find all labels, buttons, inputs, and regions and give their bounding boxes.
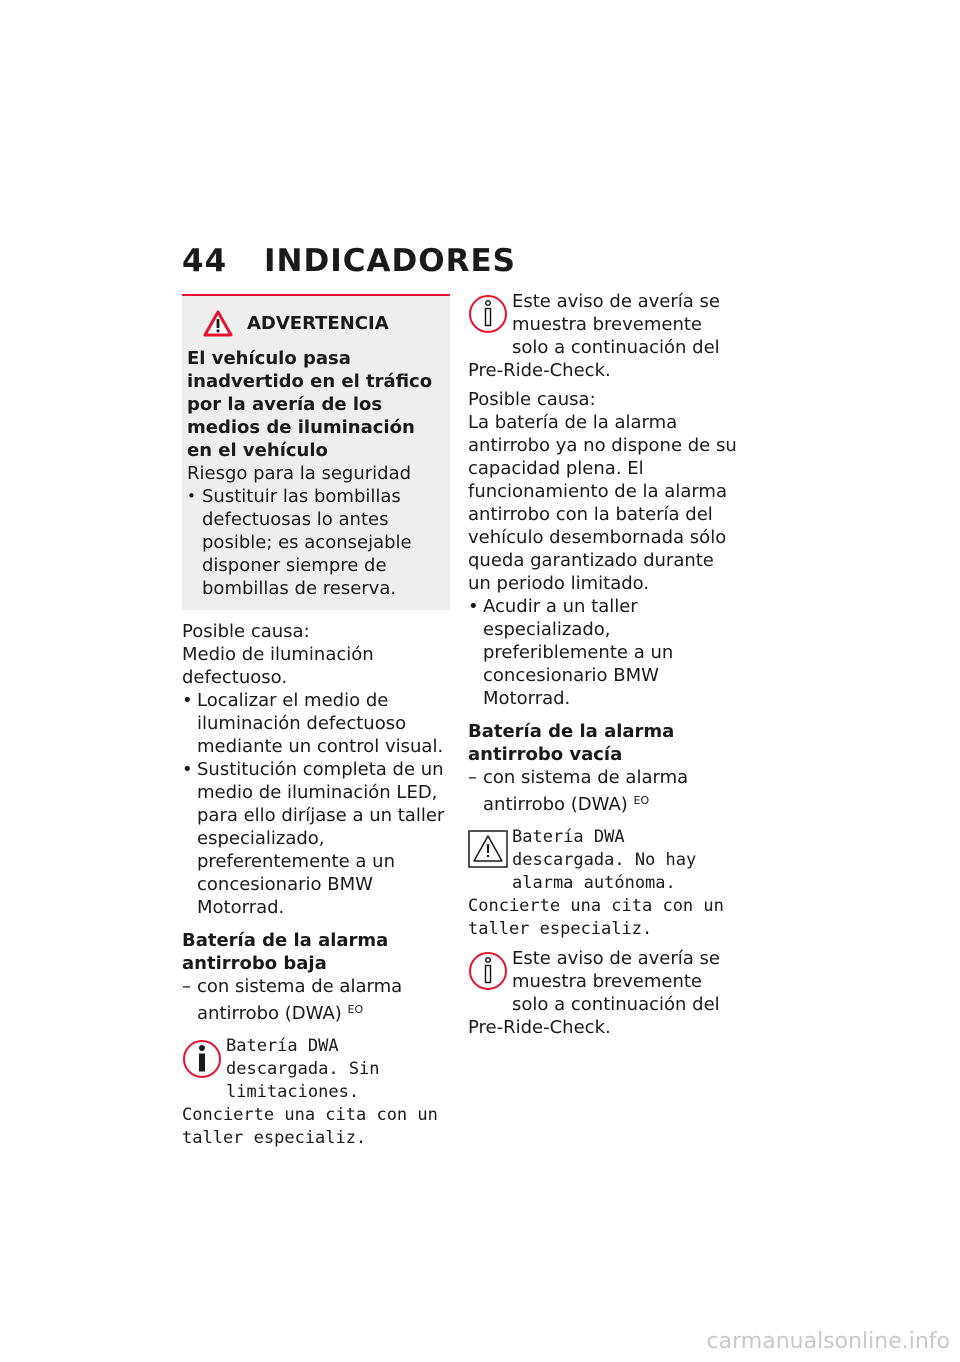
warning-heading: El vehículo pasa inadvertido en el tráfico por la avería de los medios de iluminación en el vehículo [187,348,433,461]
info-note-block [468,947,740,1039]
list-item: • Acudir a un taller especializado, preferiblemente a un concesionario BMW Motorrad. [468,595,740,710]
equipment-note [182,975,450,1025]
section-title: INDICADORES [264,243,516,279]
info-icon [468,291,508,337]
display-message-block [182,1035,450,1150]
equipment-text: con sistema de alarma antirrobo (DWA) [197,976,403,1024]
display-message: Batería DWA descargada. Sin limitaciones. Concierte una cita con un taller especializ. [182,1036,438,1148]
list-item: • Sustituir las bombillas defectuosas lo antes posible; es aconsejable disponer siempre de bombillas de reserva. [187,485,445,600]
section-heading: Batería de la alarma antirrobo baja [182,930,389,974]
equipment-code: EO [633,794,650,807]
cause-text: Medio de iluminación defectuoso. [182,644,374,688]
display-message-block [468,826,740,941]
warning-risk: Riesgo para la seguridad [187,463,412,484]
warning-title-row [203,310,445,337]
watermark: carmanualsonline.info [706,1329,950,1354]
warning-title: ADVERTENCIA [247,313,389,334]
cause-label: Posible causa: [468,389,596,410]
equipment-note [468,766,740,816]
left-column [182,294,450,1150]
list-item: • Localizar el medio de iluminación defectuoso mediante un control visual. [182,689,450,758]
warning-bullet-list [187,485,445,600]
display-message: Batería DWA descargada. No hay alarma autónoma. Concierte una cita con un taller especializ. [468,827,724,939]
cause-label: Posible causa: [182,621,310,642]
action-bullet-list [182,689,450,919]
equipment-code: EO [347,1003,364,1016]
info-note: Este aviso de avería se muestra brevemente solo a continuación del Pre-Ride-Check. [468,291,720,381]
equipment-text: con sistema de alarma antirrobo (DWA) [483,767,689,815]
action-bullet-list [468,595,740,710]
info-icon [468,948,508,994]
warning-triangle-icon [203,310,233,337]
warning-box [182,294,450,610]
cause-text: La batería de la alarma antirrobo ya no dispone de su capacidad plena. El funcionamiento de la alarma antirrobo con la batería del vehículo desembornada sólo queda garantizado durante un periodo limitado. [468,412,737,594]
section-heading: Batería de la alarma antirrobo vacía [468,721,675,765]
info-icon [182,1036,222,1082]
page-number: 44 [182,243,228,279]
info-note: Este aviso de avería se muestra brevemente solo a continuación del Pre-Ride-Check. [468,948,720,1038]
page-header [182,243,516,279]
right-column [468,290,740,1039]
list-item: • Sustitución completa de un medio de iluminación LED, para ello diríjase a un taller especializado, preferentemente a un concesionario BMW Motorrad. [182,758,450,919]
warning-triangle-icon [468,827,508,873]
info-note-block [468,290,740,382]
